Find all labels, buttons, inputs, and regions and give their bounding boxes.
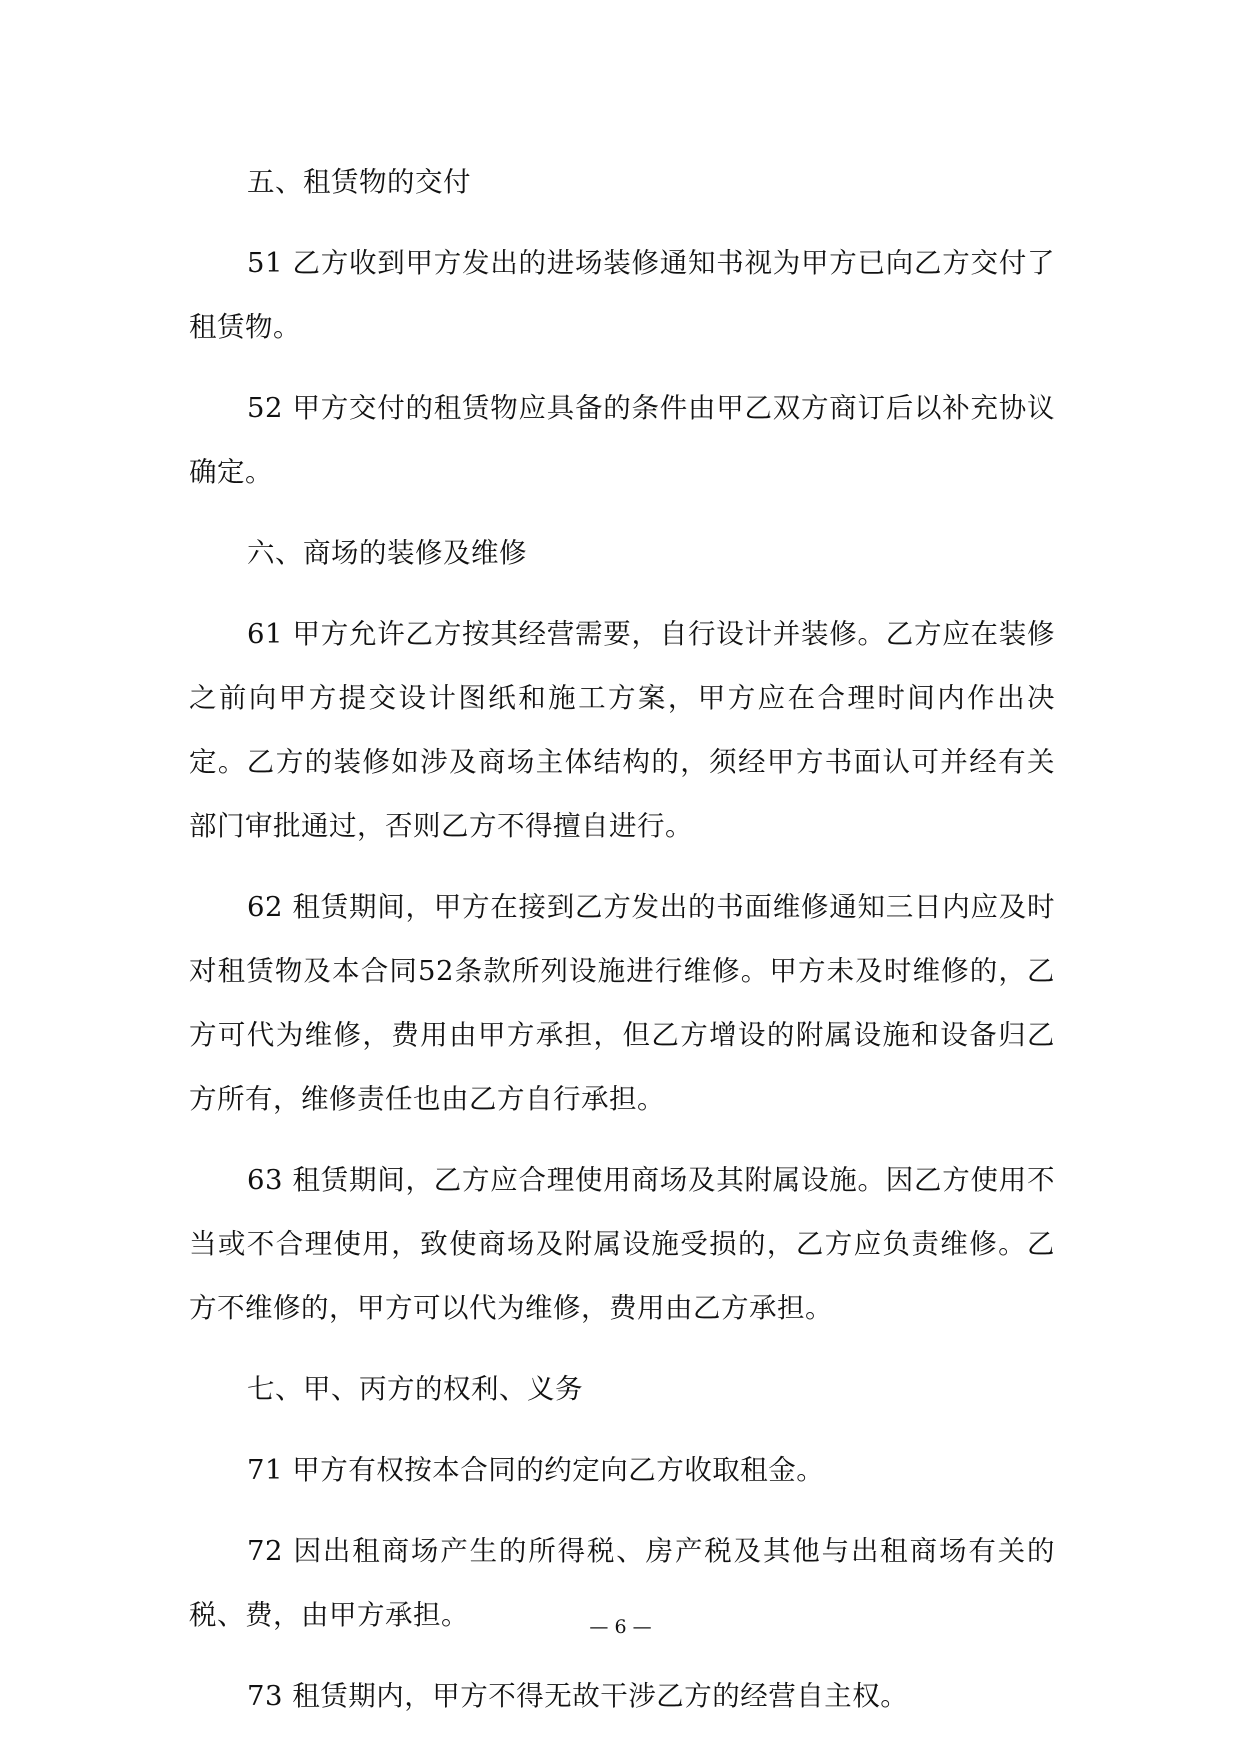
clause-5-1: 51 乙方收到甲方发出的进场装修通知书视为甲方已向乙方交付了租赁物。 <box>189 247 1055 343</box>
document-body <box>189 150 1055 1745</box>
section-heading-7: 七、甲、丙方的权利、义务 <box>247 1373 583 1405</box>
clause-6-2: 62 租赁期间，甲方在接到乙方发出的书面维修通知三日内应及时对租赁物及本合同52条款所列设施进行维修。甲方未及时维修的，乙方可代为维修，费用由甲方承担，但乙方增设的附属设施和设备归乙方所有，维修责任也由乙方自行承担。 <box>189 891 1055 1115</box>
clause-6-3: 63 租赁期间，乙方应合理使用商场及其附属设施。因乙方使用不当或不合理使用，致使商场及附属设施受损的，乙方应负责维修。乙方不维修的，甲方可以代为维修，费用由乙方承担。 <box>189 1164 1055 1324</box>
section-heading-5: 五、租赁物的交付 <box>247 166 471 198</box>
clause-7-2: 72 因出租商场产生的所得税、房产税及其他与出租商场有关的税、费，由甲方承担。 <box>189 1535 1055 1631</box>
page-number: — 6 — <box>589 1616 652 1638</box>
clause-7-3: 73 租赁期内，甲方不得无故干涉乙方的经营自主权。 <box>247 1680 909 1712</box>
section-heading-6: 六、商场的装修及维修 <box>247 537 527 569</box>
clause-7-1: 71 甲方有权按本合同的约定向乙方收取租金。 <box>247 1454 825 1486</box>
clause-5-2: 52 甲方交付的租赁物应具备的条件由甲乙双方商订后以补充协议确定。 <box>189 392 1055 488</box>
clause-6-1: 61 甲方允许乙方按其经营需要，自行设计并装修。乙方应在装修之前向甲方提交设计图纸和施工方案，甲方应在合理时间内作出决定。乙方的装修如涉及商场主体结构的，须经甲方书面认可并经有关部门审批通过，否则乙方不得擅自进行。 <box>189 618 1055 842</box>
